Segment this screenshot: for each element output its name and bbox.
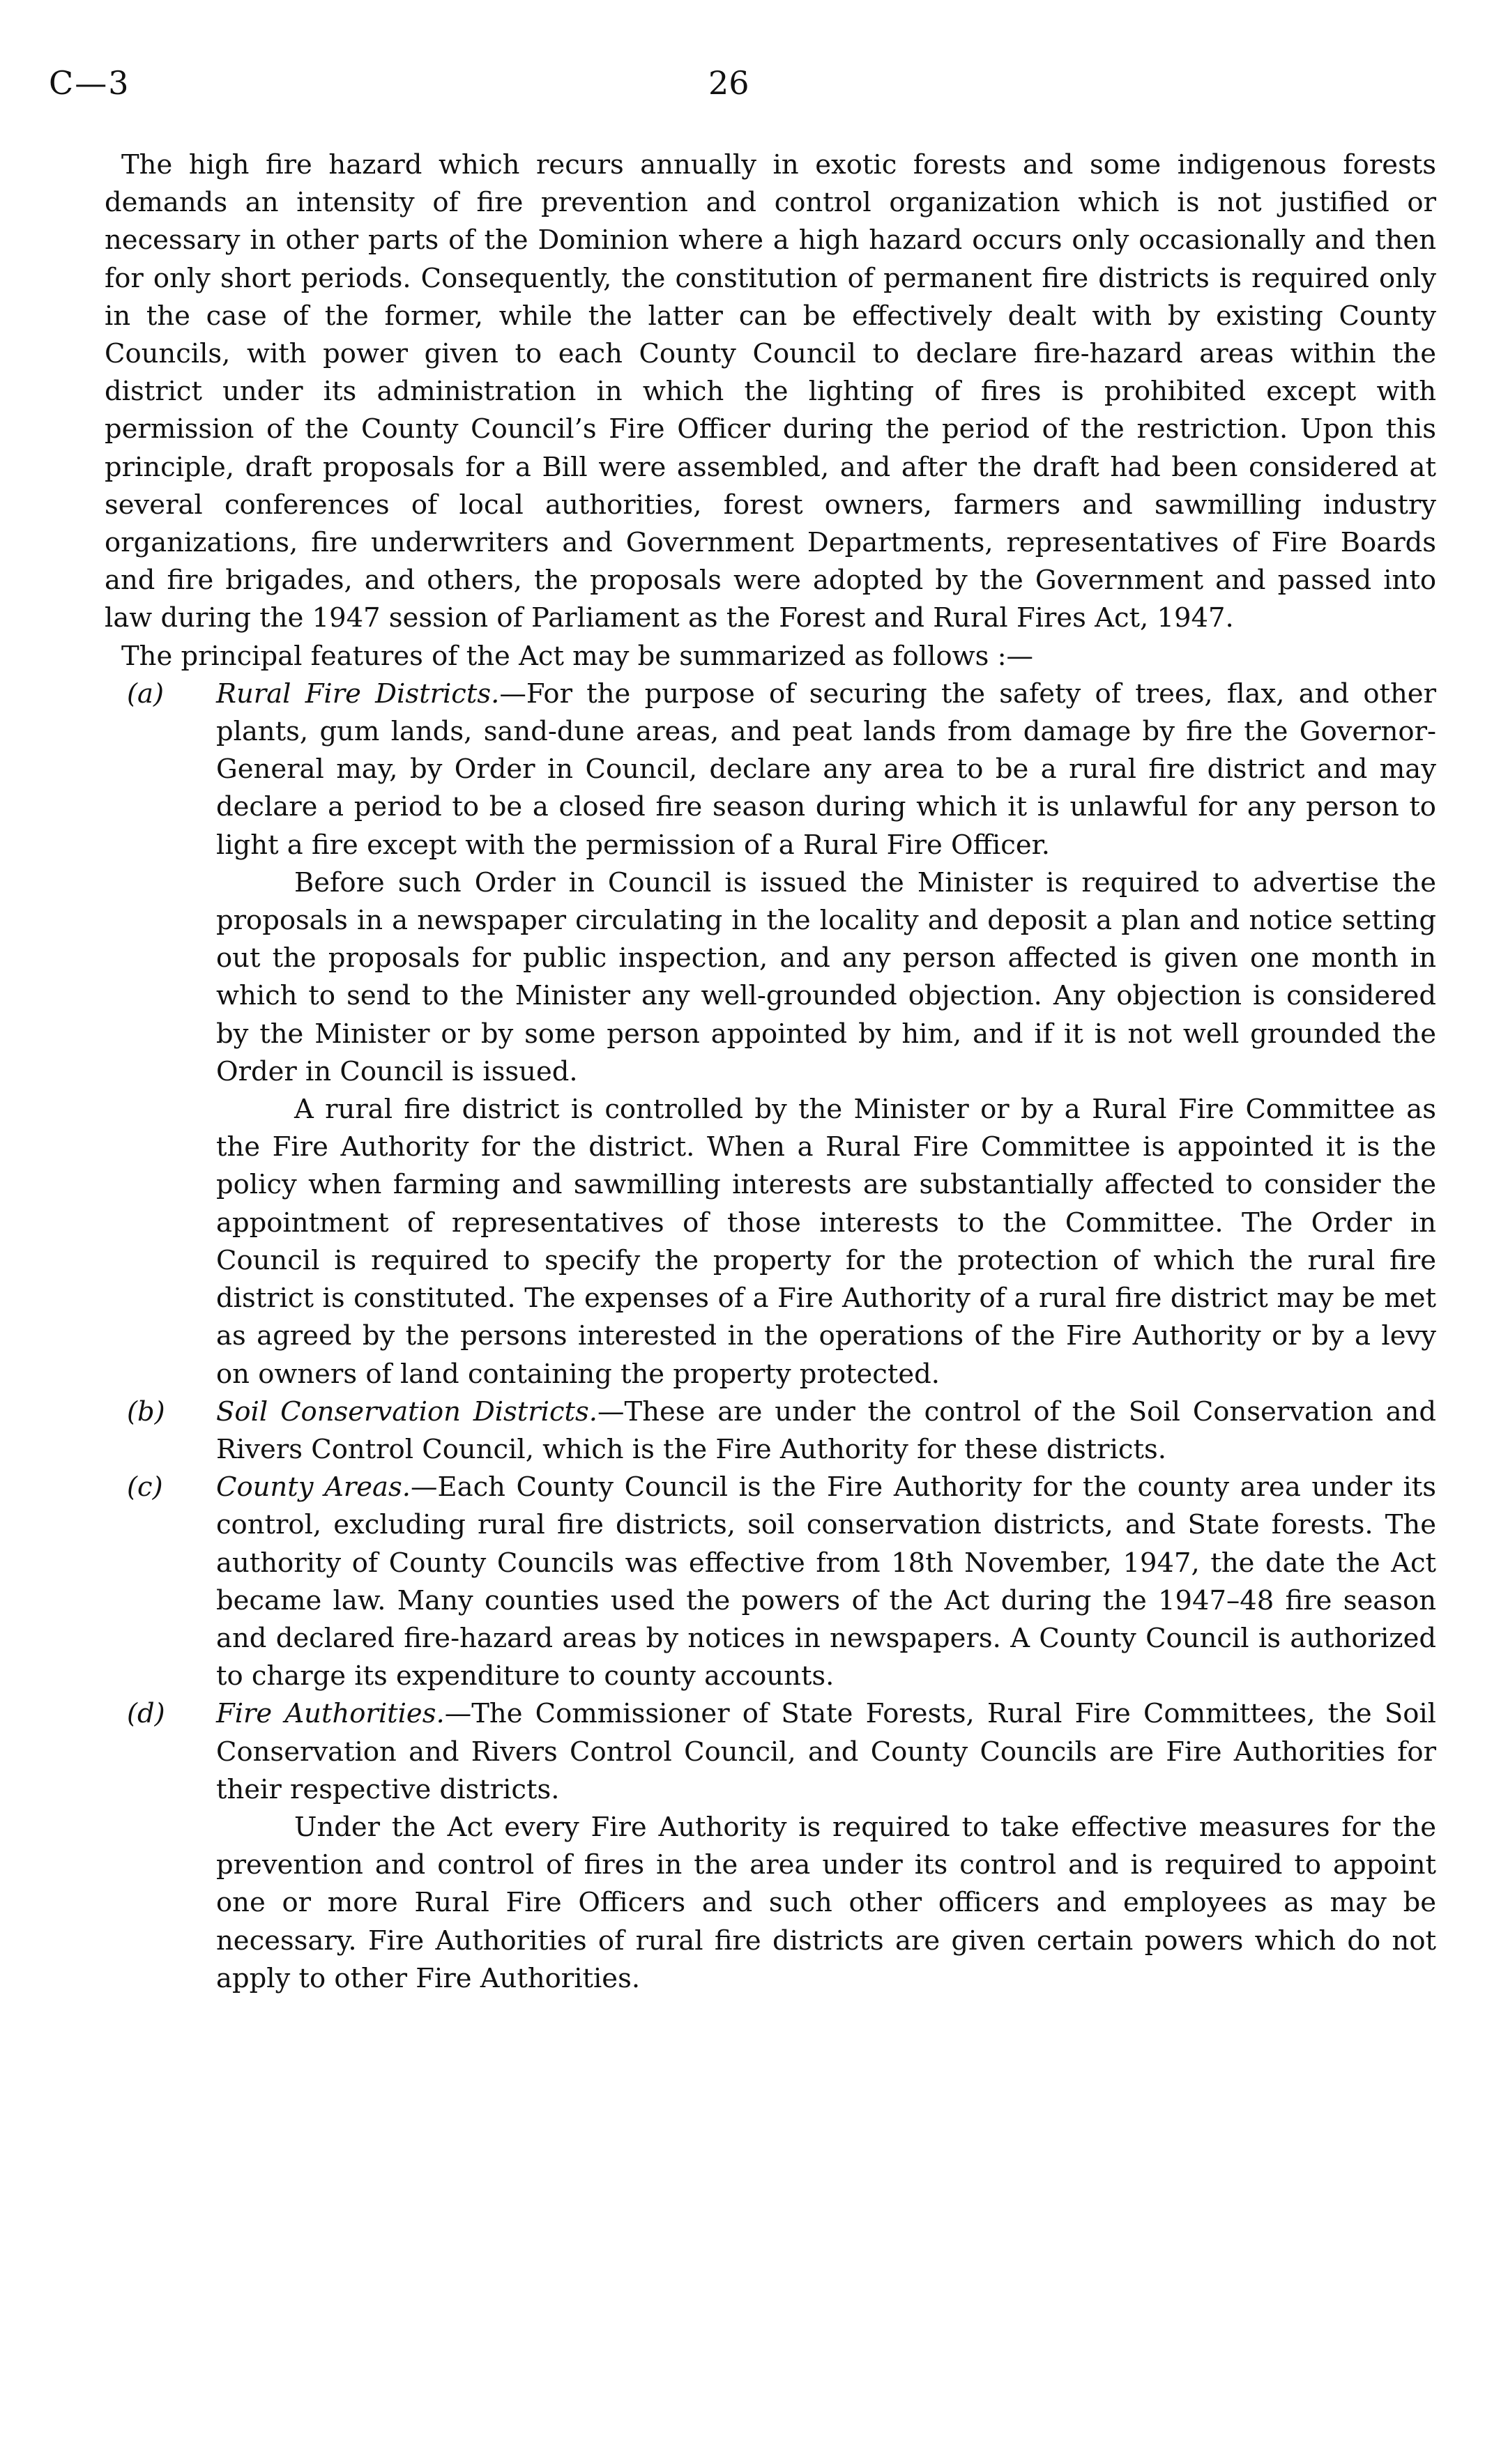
item-text: —These are under the control of the Soil Conservation and Rivers Control Council, which is the Fire Authority for these districts. <box>216 1395 1436 1465</box>
item-title: Soil Conservation Districts. <box>216 1395 598 1428</box>
item-title: County Areas. <box>216 1471 411 1503</box>
item-rural-fire-districts <box>105 675 1436 864</box>
item-county-areas <box>105 1469 1436 1695</box>
item-soil-conservation-districts <box>105 1393 1436 1469</box>
item-marker: (a) <box>127 678 164 710</box>
page-number: 26 <box>708 64 749 102</box>
item-text: —The Commissioner of State Forests, Rural Fire Committees, the Soil Conservation and Rivers Control Council, and County Councils are Fire Authorities for their respective districts. <box>216 1698 1436 1805</box>
item-fire-authorities <box>105 1695 1436 1809</box>
item-title: Rural Fire Districts. <box>216 678 500 710</box>
item-paragraph <box>216 1469 1436 1695</box>
document-reference: C—3 <box>49 64 130 102</box>
item-marker: (b) <box>127 1395 165 1428</box>
item-marker: (c) <box>127 1471 163 1503</box>
item-title: Fire Authorities. <box>216 1698 445 1730</box>
item-paragraph <box>216 675 1436 864</box>
item-a-paragraph-3: A rural fire district is controlled by the Minister or by a Rural Fire Committee as the Fire Authority for the district. When a Rural Fire Committee is appointed it is the policy when farming and sawmilling interests are substantially affected to consider the appointment of representatives of those interests to the Committee. The Order in Council is required to specify the property for the protection of which the rural fire district is constituted. The expenses of a Fire Authority of a rural fire district may be met as agreed by the persons interested in the operations of the Fire Authority or by a levy on owners of land containing the property protected. <box>216 1094 1436 1390</box>
item-text: —For the purpose of securing the safety of trees, flax, and other plants, gum lands, sand-dune areas, and peat lands from damage by fire the Governor-General may, by Order in Council, declare any area to be a rural fire district and may declare a period to be a closed fire season during which it is unlawful for any person to light a fire except with the permission of a Rural Fire Officer. <box>216 678 1436 861</box>
summary-intro: The principal features of the Act may be summarized as follows :— <box>121 640 1034 672</box>
page-body <box>105 146 1436 1998</box>
item-marker: (d) <box>127 1698 165 1730</box>
item-paragraph <box>216 1393 1436 1469</box>
item-d-paragraph-2: Under the Act every Fire Authority is required to take effective measures for the prevention and control of fires in the area under its control and is required to appoint one or more Rural Fire Officers and such other officers and employees as may be necessary. Fire Authorities of rural fire districts are given certain powers which do not apply to other Fire Authorities. <box>216 1811 1436 1994</box>
page-header <box>49 64 1464 113</box>
item-paragraph <box>216 1695 1436 1809</box>
item-text: —Each County Council is the Fire Authority for the county area under its control, excluding rural fire districts, soil conservation districts, and State forests. The authority of County Councils was effective from 18th November, 1947, the date the Act became law. Many counties used the powers of the Act during the 1947–48 fire season and declared fire-hazard areas by notices in newspapers. A County Council is authorized to charge its expenditure to county accounts. <box>216 1471 1436 1692</box>
opening-paragraph: The high fire hazard which recurs annually in exotic forests and some indigenous forests demands an intensity of fire prevention and control organization which is not justified or necessary in other parts of the Dominion where a high hazard occurs only occasionally and then for only short periods. Consequently, the constitution of permanent fire districts is required only in the case of the former, while the latter can be effectively dealt with by existing County Councils, with power given to each County Council to declare fire-hazard areas within the district under its administration in which the lighting of fires is prohibited except with permission of the County Council’s Fire Officer during the period of the restriction. Upon this principle, draft proposals for a Bill were assembled, and after the draft had been considered at several conferences of local authorities, forest owners, farmers and sawmilling industry organizations, fire underwriters and Government Departments, representatives of Fire Boards and fire brigades, and others, the proposals were adopted by the Government and passed into law during the 1947 session of Parliament as the Forest and Rural Fires Act, 1947. <box>105 149 1436 634</box>
item-a-paragraph-2: Before such Order in Council is issued the Minister is required to advertise the proposals in a newspaper circulating in the locality and deposit a plan and notice setting out the proposals for public inspection, and any person affected is given one month in which to send to the Minister any well-grounded objection. Any objection is considered by the Minister or by some person appointed by him, and if it is not well grounded the Order in Council is issued. <box>216 866 1436 1087</box>
